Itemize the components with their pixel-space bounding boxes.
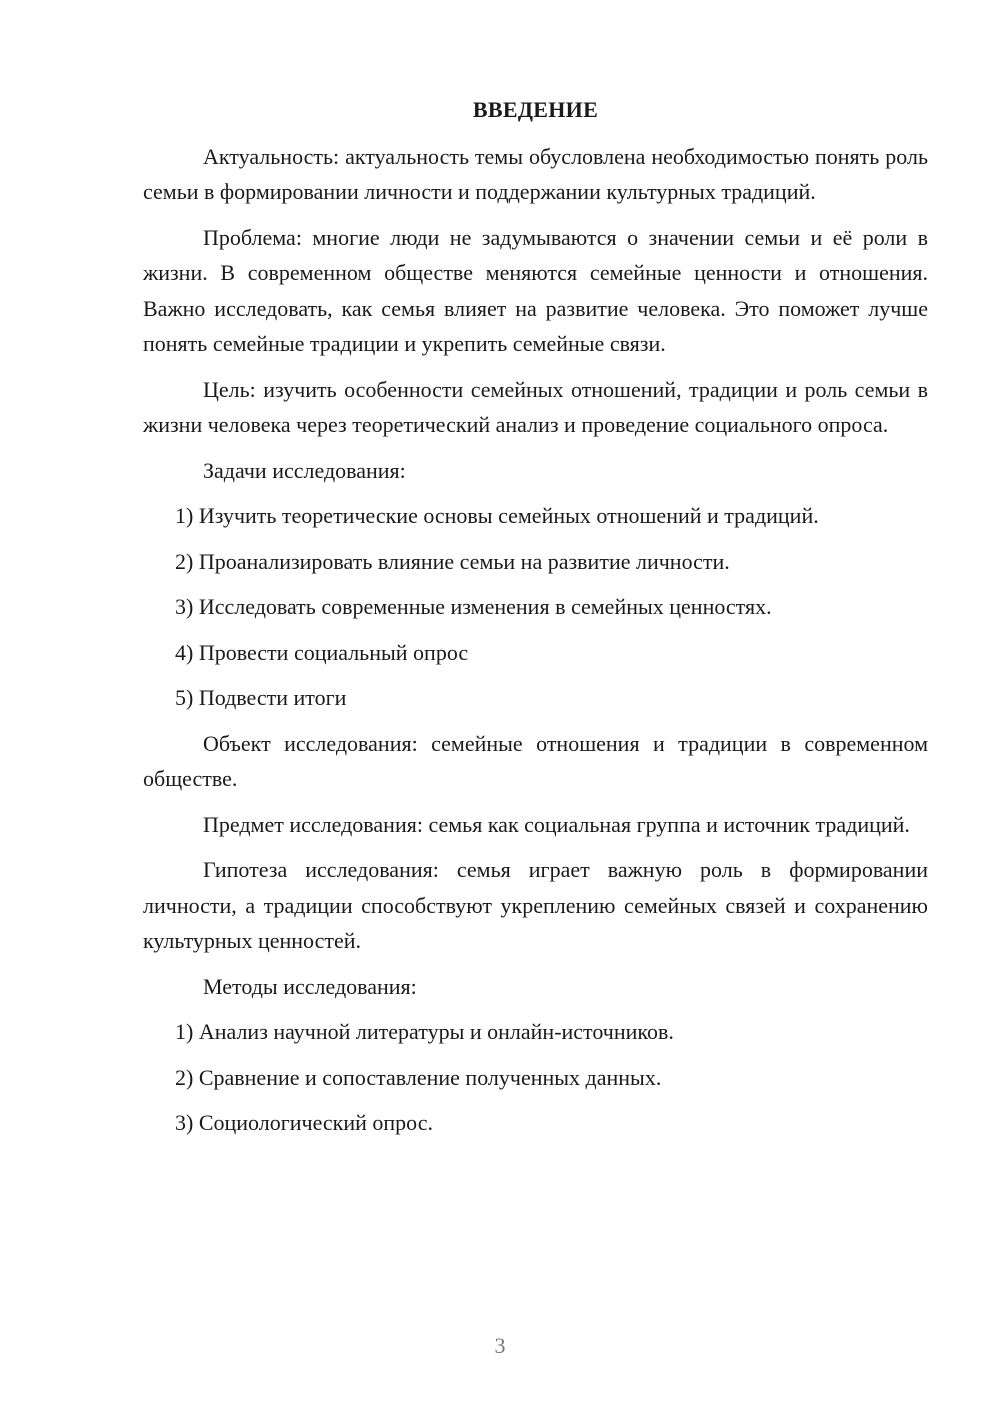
page-content [143, 92, 928, 1151]
relevance-paragraph: Актуальность: актуальность темы обусловлена необходимостью понять роль семьи в формировании личности и поддержании культурных традиций. [143, 143, 928, 204]
method-item: 3) Социологический опрос. [175, 1110, 433, 1135]
task-item: 2) Проанализировать влияние семьи на развитие личности. [175, 548, 730, 574]
problem-paragraph: Проблема: многие люди не задумываются о значении семьи и её роли в жизни. В современном обществе меняются семейные ценности и отношения. Важно исследовать, как семья влияет на развитие человека. Это поможет лучше понять семейные традиции и укрепить семейные связи. [143, 224, 928, 356]
task-item: 4) Провести социальный опрос [175, 639, 469, 665]
page-title: ВВЕДЕНИЕ [472, 97, 599, 122]
hypothesis-paragraph: Гипотеза исследования: семья играет важную роль в формировании личности, а традиции способствуют укреплению семейных связей и сохранению культурных ценностей. [143, 857, 928, 953]
method-item: 2) Сравнение и сопоставление полученных данных. [175, 1064, 662, 1090]
goal-paragraph: Цель: изучить особенности семейных отношений, традиции и роль семьи в жизни человека через теоретический анализ и проведение социального опроса. [143, 376, 928, 437]
subject-paragraph: Предмет исследования: семья как социальная группа и источник традиций. [203, 811, 910, 837]
tasks-heading: Задачи исследования: [203, 457, 406, 483]
methods-heading: Методы исследования: [203, 973, 417, 999]
task-item: 3) Исследовать современные изменения в семейных ценностях. [175, 594, 772, 619]
object-paragraph: Объект исследования: семейные отношения и традиции в современном обществе. [143, 730, 928, 791]
method-item: 1) Анализ научной литературы и онлайн-источников. [175, 1019, 674, 1044]
task-item: 5) Подвести итоги [175, 685, 347, 710]
page-number: 3 [494, 1333, 506, 1358]
task-item: 1) Изучить теоретические основы семейных отношений и традиций. [175, 503, 819, 528]
